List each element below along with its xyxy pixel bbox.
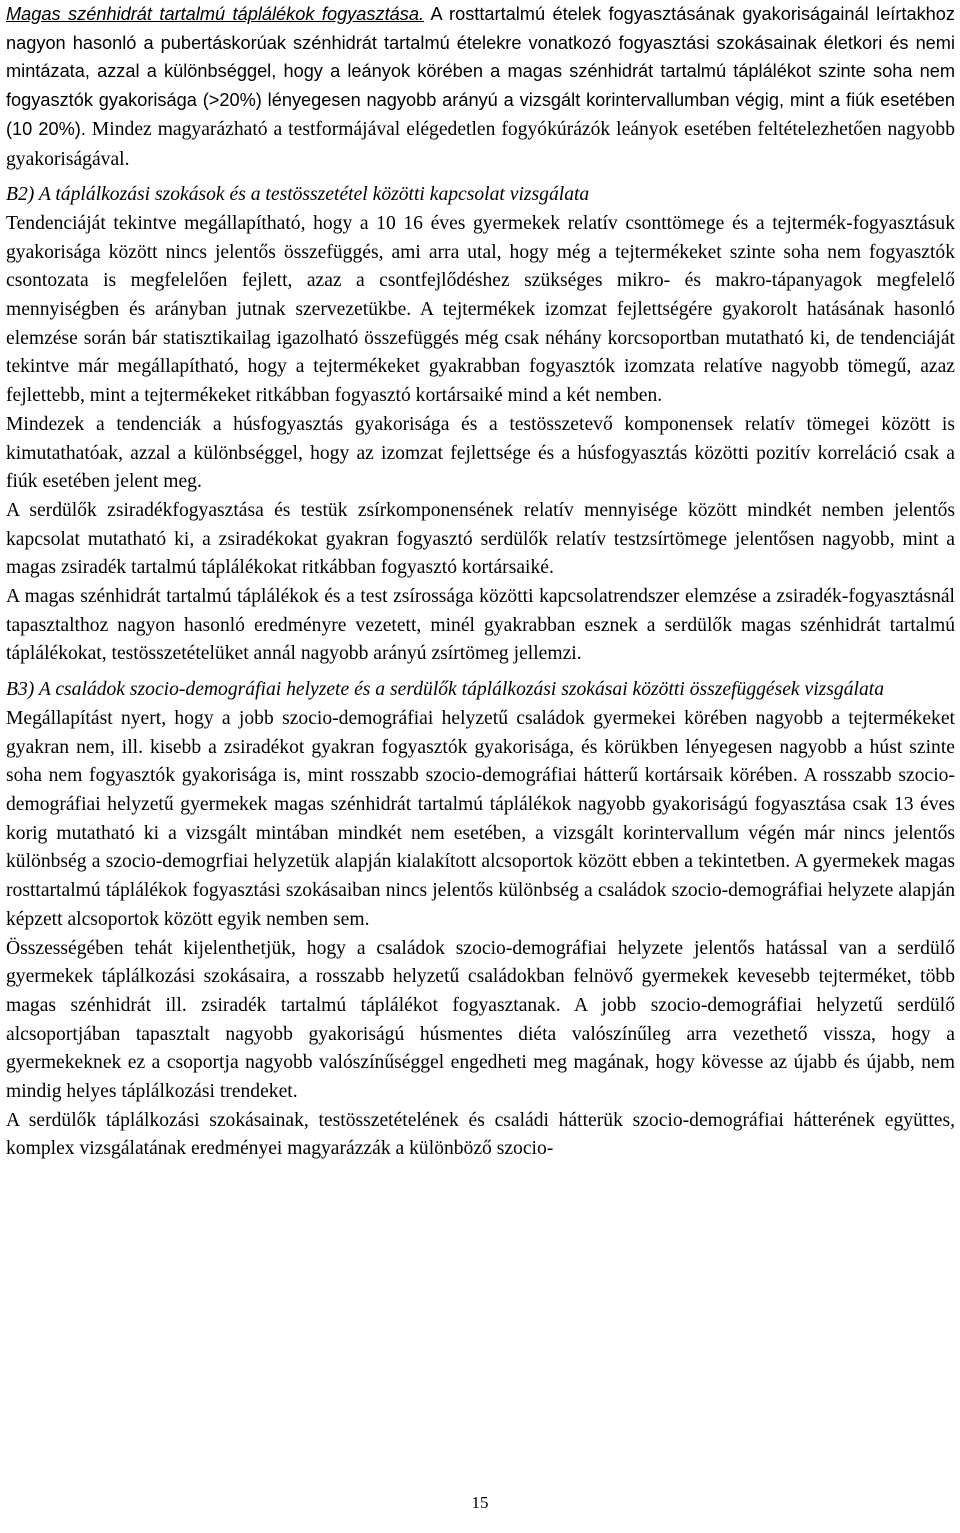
intro-text: A rosttartalmú ételek fogyasztásának gyakoriságainál leírtakhoz nagyon hasonló a pubertáskorúak szénhidrát tartalmú ételekre vonatkozó fogyasztási szokásainak életkori és nemi mintázata, azzal a különbséggel, hogy a leányok körében a magas szénhidrát tartalmú táplálékot szinte soha nem fogyasztók gyakorisága (>20%) lényegesen nagyobb arányú a vizsgált korintervallumban végig, mint a fiúk esetében (10 20%). <box>6 4 955 139</box>
b2-paragraph-3: A serdülők zsiradékfogyasztása és testük zsírkomponensének relatív mennyisége között mindkét nemben jelentős kapcsolat mutatható ki, a zsiradékokat gyakran fogyasztó serdülők relatív testzsírtömege jelentősen nagyobb, mint a magas zsiradék tartalmú táplálékokat ritkábban fogyasztó kortársaiké. <box>6 499 955 579</box>
b2-paragraph-1: Tendenciáját tekintve megállapítható, hogy a 10 16 éves gyermekek relatív csonttömege és a tejtermék-fogyasztásuk gyakorisága között nincs jelentős összefüggés, ami arra utal, hogy még a tejtermékeket szinte soha nem fogyasztók csontozata is megfelelően fejlett, azaz a csontfejlődéshez szükséges mikro- és makro-tápanyagok megfelelő mennyiségben és arányban jutnak szervezetükbe. A tejtermékek izomzat fejlettségére gyakorolt hatásának hasonló elemzése során bár statisztikailag igazolható összefüggés még csak néhány korcsoportban mutatható ki, de tendenciáját tekintve már megállapítható, hogy a tejtermékeket gyakrabban fogyasztók izomzata relatíve nagyobb tömegű, azaz fejlettebb, mint a tejtermékeket ritkábban fogyasztó kortársaiké mind a két nemben. <box>6 212 955 407</box>
section-heading-carbohydrate: Magas szénhidrát tartalmú táplálékok fogyasztása. <box>6 4 425 24</box>
intro-paragraph <box>6 0 955 174</box>
intro-text-2: Mindez magyarázható a testformájával elégedetlen fogyókúrázók leányok esetében feltételezhetően nagyobb gyakoriságával. <box>6 118 955 170</box>
b3-paragraph-3: A serdülők táplálkozási szokásainak, testösszetételének és családi hátterük szocio-demográfiai hátterének együttes, komplex vizsgálatának eredményei magyarázzák a különböző szocio- <box>6 1109 955 1160</box>
b2-paragraph-2: Mindezek a tendenciák a húsfogyasztás gyakorisága és a testösszetevő komponensek relatív tömegei között is kimutathatóak, azzal a különbséggel, hogy az izomzat fejlettsége és a húsfogyasztás közötti pozitív korreláció csak a fiúk esetében jelent meg. <box>6 413 955 493</box>
document-page <box>6 0 955 1164</box>
b2-paragraph-4: A magas szénhidrát tartalmú táplálékok és a test zsírossága közötti kapcsolatrendszer elemzése a zsiradék-fogyasztásnál tapasztalthoz nagyon hasonló eredményre vezetett, minél gyakrabban esznek a serdülők magas szénhidrát tartalmú táplálékokat, testösszetételüket annál nagyobb arányú zsírtömeg jellemzi. <box>6 586 955 665</box>
section-heading-b2: B2) A táplálkozási szokások és a testösszetétel közötti kapcsolat vizsgálata <box>6 184 590 206</box>
page-number: 15 <box>471 1493 489 1512</box>
section-heading-b3: B3) A családok szocio-demográfiai helyzete és a serdülők táplálkozási szokásai közötti összefüggések vizsgálata <box>6 679 884 701</box>
b3-paragraph-1: Megállapítást nyert, hogy a jobb szocio-demográfiai helyzetű családok gyermekei körében nagyobb a tejtermékeket gyakran nem, ill. kisebb a zsiradékot gyakran fogyasztók gyakorisága, és körükben lényegesen nagyobb a húst szinte soha nem fogyasztók gyakorisága is, mint rosszabb szocio-demográfiai hátterű kortársaik körében. A rosszabb szocio-demográfiai helyzetű gyermekek magas szénhidrát tartalmú táplálékok nagyobb gyakoriságú fogyasztása csak 13 éves korig mutatható ki a vizsgált mintában mindkét nem esetében, a vizsgált korintervallum végén már nincs jelentős különbség a szocio-demogrfiai helyzetük alapján kialakított alcsoportok között ebben a tekintetben. A gyermekek magas rosttartalmú táplálékok fogyasztási szokásaiban nincs jelentős különbség a családok szocio-demográfiai helyzete alapján képzett alcsoportok között egyik nemben sem. <box>6 707 955 930</box>
b3-paragraph-2: Összességében tehát kijelenthetjük, hogy a családok szocio-demográfiai helyzete jelentős hatással van a serdülő gyermekek táplálkozási szokásaira, a rosszabb helyzetű családokban felnövő gyermekek kevesebb tejterméket, több magas szénhidrát ill. zsiradék tartalmú táplálékot fogyasztanak. A jobb szocio-demográfiai helyzetű serdülő alcsoportjában tapasztalt nagyobb gyakoriságú húsmentes diéta valószínűleg arra vezethető vissza, hogy a gyermekeknek ez a csoportja nagyobb valószínűséggel engedheti meg magának, hogy kövesse az újabb és újabb, nem mindig helyes táplálkozási trendeket. <box>6 937 955 1103</box>
